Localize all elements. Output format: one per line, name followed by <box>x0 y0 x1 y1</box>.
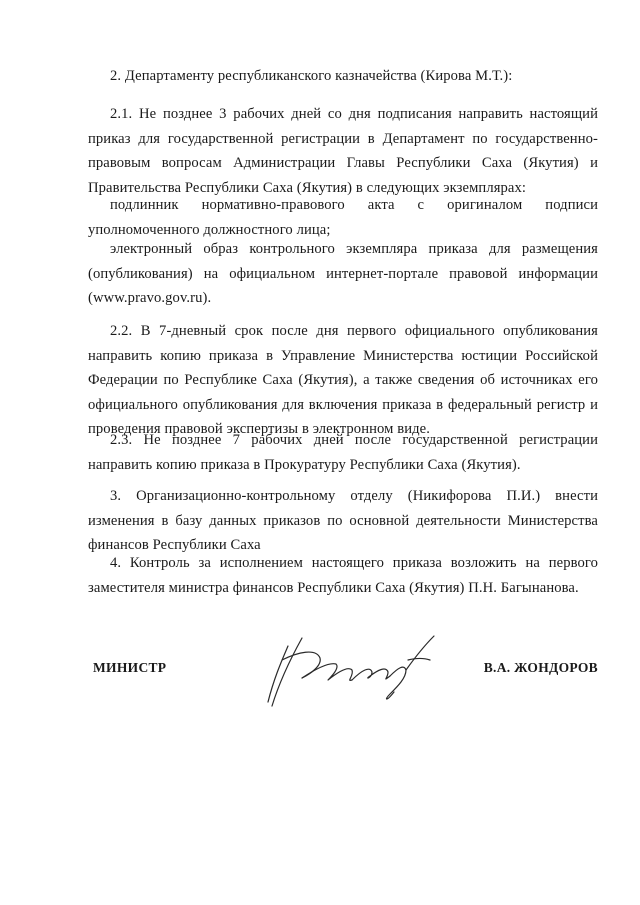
paragraph-4: 4. Контроль за исполнением настоящего приказа возложить на первого заместителя министра финансов Республики Саха (Якутия) П.Н. Багынанова. <box>88 555 598 596</box>
paragraph-2: 2. Департаменту республиканского казначейства (Кирова М.Т.): <box>110 68 513 84</box>
signatory-title: МИНИСТР <box>93 660 167 675</box>
signatory-name: В.А. ЖОНДОРОВ <box>483 660 598 675</box>
paragraph-2-2: 2.2. В 7-дневный срок после дня первого официального опубликования направить копию приказа в Управление Министерства юстиции Российской Федерации по Республике Саха (Якутия), а также сведения об источниках его официального опубликования для включения приказа в федеральный регистр и проведения правовой экспертизы в электронном виде. <box>88 323 598 437</box>
paragraph-electronic-copy: электронный образ контрольного экземпляра приказа для размещения (опубликования) на официальном интернет-портале правовой информации (www.pravo.gov.ru). <box>88 241 598 306</box>
paragraph-2-1: 2.1. Не позднее 3 рабочих дней со дня подписания направить настоящий приказ для государственной регистрации в Департамент по государственно-правовым вопросам Администрации Главы Республики Саха (Якутия) и Правительства Республики Саха (Якутия) в следующих экземплярах: <box>88 106 598 196</box>
paragraph-original-copy: подлинник нормативно-правового акта с оригиналом подписи уполномоченного должностного лица; <box>88 197 598 238</box>
paragraph-3: 3. Организационно-контрольному отделу (Никифорова П.И.) внести изменения в базу данных приказов по основной деятельности Министерства финансов Республики Саха <box>88 488 598 553</box>
signature-block <box>93 660 598 690</box>
paragraph-2-3: 2.3. Не позднее 7 рабочих дней после государственной регистрации направить копию приказа в Прокуратуру Республики Саха (Якутия). <box>88 432 598 473</box>
